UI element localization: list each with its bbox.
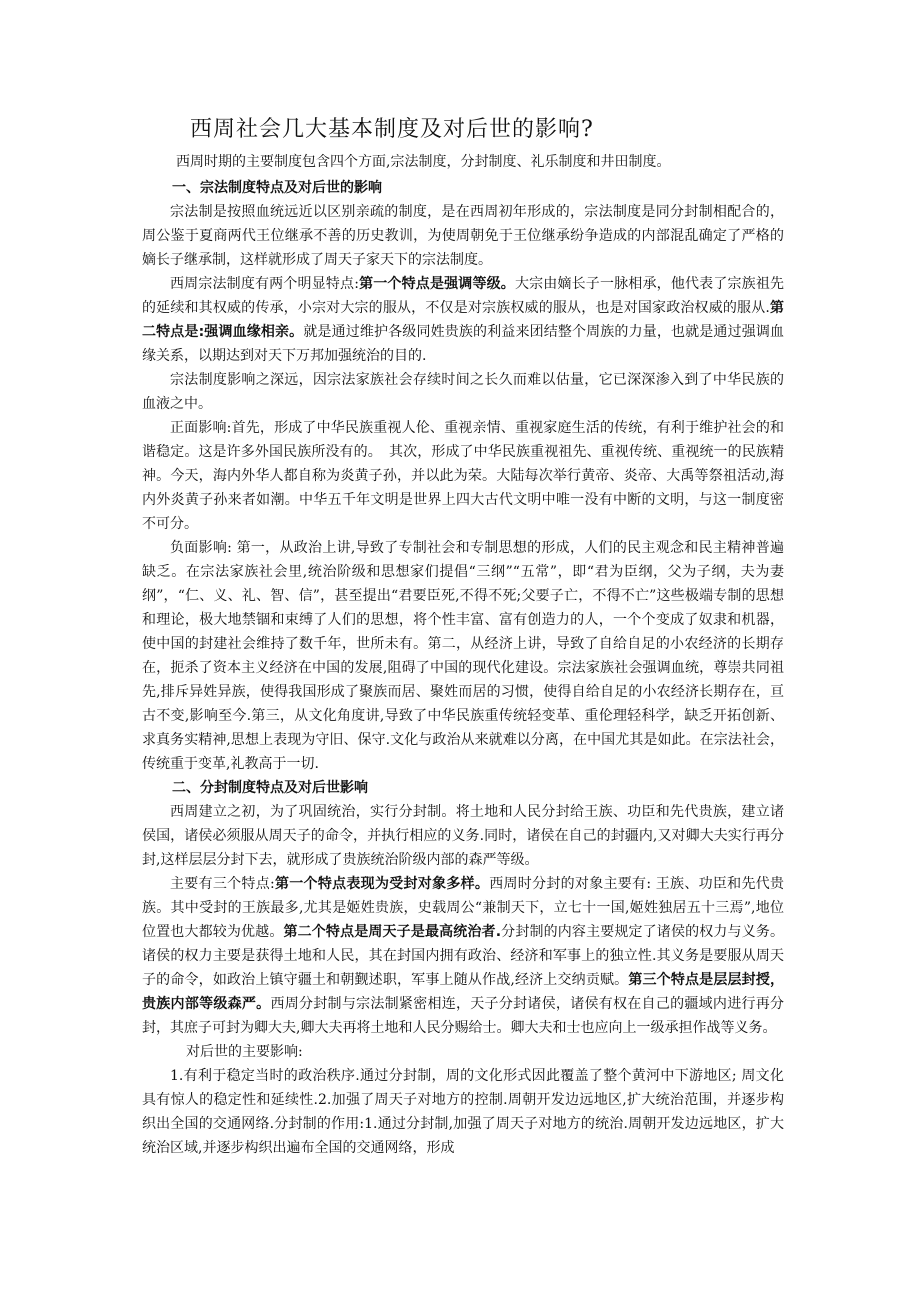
bold-text: 第二个特点是周天子是最高统治者. [283,924,502,940]
paragraph: 宗法制度影响之深远，因宗法家族社会存续时间之长久而难以估量，它已深深渗入到了中华民族的血液之中。 [142,372,784,412]
text-run: 主要有三个特点: [170,876,275,892]
paragraph [142,872,784,1040]
paragraph: 宗法制是按照血统远近以区别亲疏的制度，是在西周初年形成的，宗法制度是同分封制相配合的，周公鉴于夏商两代王位继承不善的历史教训，为使周朝免于王位继承纷争造成的内部混乱确定了严格的嫡长子继承制，这样就形成了周天子家天下的宗法制度。 [142,204,784,268]
bold-text: 第一个特点是强调等级。 [358,276,515,292]
text-run: 大宗由嫡长子一脉相承，他代表了宗族祖先的延续和其权威的传承，小宗对大宗的服从，不仅是对宗族权威的服从，也是对国家政治权威的服从. [142,276,785,316]
text-run: 西周时分封的对象主要有: 王族、功臣和先代贵族。其中受封的王族最多,尤其是姬姓贵族，史载周公“兼制天下，立七十一国,姬姓独居五十三焉”,地位位置也大都较为优越。 [142,876,785,940]
text-run: 分封制的内容主要规定了诸侯的权力与义务。诸侯的权力主要是获得土地和人民，其在封国内拥有政治、经济和军事上的独立性.其义务是要服从周天子的命令，如政治上镇守疆土和朝觐述职，军事上随从作战,经济上交纳贡赋。 [142,924,784,988]
section-heading-zongfa: 一、宗法制度特点及对后世的影响 [172,180,382,196]
document-page [142,112,784,1160]
intro-paragraph: 西周时期的主要制度包含四个方面,宗法制度，分封制度、礼乐制度和井田制度。 [176,154,671,170]
text-run: 就是通过维护各级同姓贵族的利益来团结整个周族的力量，也就是通过强调血缘关系，以期达到对天下万邦加强统治的目的. [142,324,784,364]
paragraph: 负面影响: 第一，从政治上讲,导致了专制社会和专制思想的形成，人们的民主观念和民主精神普遍缺乏。在宗法家族社会里,统治阶级和思想家们提倡“三纲”“五常”，即“君为臣纲，父为子纲，夫为妻纲”，“仁、义、礼、智、信”，甚至提出“君要臣死,不得不死;父要子亡，不得不亡”这些极端专制的思想和理论，极大地禁锢和束缚了人们的思想，将个性丰富、富有创造力的人，一个个变成了奴隶和机器，使中国的封建社会维持了数千年，世所未有。第二，从经济上讲，导致了自给自足的小农经济的长期存在，扼杀了资本主义经济在中国的发展,阻碍了中国的现代化建设。宗法家族社会强调血统，尊崇共同祖先,排斥异姓异族，使得我国形成了聚族而居、聚姓而居的习惯，使得自给自足的小农经济长期存在，亘古不变,影响至今.第三，从文化角度讲,导致了中华民族重传统轻变革、重伦理轻科学，缺乏开拓创新、求真务实精神,思想上表现为守旧、保守.文化与政治从来就难以分离，在中国尤其是如此。在宗法社会，传统重于变革,礼教高于一切. [142,540,784,772]
bold-text: 第二特点是:强调血缘相亲。 [142,300,784,340]
bold-text: 第三个特点是层层封授，贵族内部等级森严。 [142,972,785,1012]
paragraph: 正面影响:首先，形成了中华民族重视人伦、重视亲情、重视家庭生活的传统，有利于维护社会的和谐稳定。这是许多外国民族所没有的。 其次，形成了中华民族重视祖先、重视传统、重视统一的民族精神。今天，海内外华人都自称为炎黄子孙，并以此为荣。大陆每次举行黄帝、炎帝、大禹等祭祖活动,海内外炎黄子孙来者如潮。中华五千年文明是世界上四大古代文明中唯一没有中断的文明，与这一制度密不可分。 [142,420,784,532]
paragraph: 西周建立之初，为了巩固统治，实行分封制。将土地和人民分封给王族、功臣和先代贵族，建立诸侯国，诸侯必须服从周天子的命令，并执行相应的义务.同时，诸侯在自己的封疆内,又对卿大夫实行再分封,这样层层分封下去，就形成了贵族统治阶级内部的森严等级。 [142,804,784,868]
section-heading-fenfeng: 二、分封制度特点及对后世影响 [172,780,368,796]
paragraph [142,272,784,368]
text-run: 西周分封制与宗法制紧密相连，天子分封诸侯，诸侯有权在自己的疆域内进行再分封，其庶子可封为卿大夫,卿大夫再将土地和人民分赐给士。卿大夫和士也应向上一级承担作战等义务。 [142,996,785,1036]
bold-text: 第一个特点表现为受封对象多样。 [274,876,490,892]
document-title: 西周社会几大基本制度及对后世的影响? [190,117,594,142]
text-run: 西周宗法制度有两个明显特点: [170,276,359,292]
subheading: 对后世的主要影响: [186,1044,303,1060]
paragraph: 1.有利于稳定当时的政治秩序.通过分封制，周的文化形式因此覆盖了整个黄河中下游地区; 周文化具有惊人的稳定性和延续性.2.加强了周天子对地方的控制.周朝开发边远地区,扩大统治范围，并逐步构织出全国的交通网络.分封制的作用:1.通过分封制,加强了周天子对地方的统治.周朝开发边远地区，扩大统治区域,并逐步构织出遍布全国的交通网络，形成 [142,1068,784,1156]
